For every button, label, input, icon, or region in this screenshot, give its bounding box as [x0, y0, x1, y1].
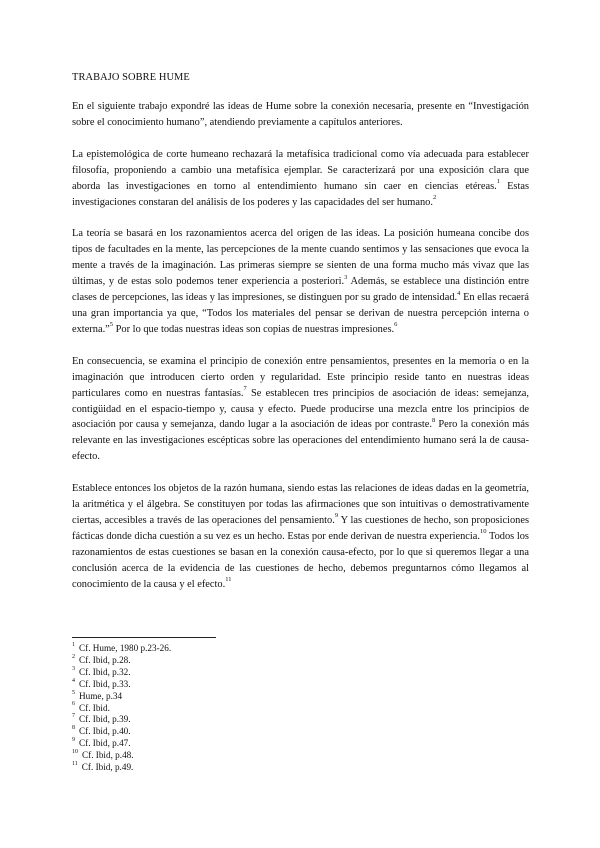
- footnotes-list: [72, 643, 372, 774]
- footnote-item: [72, 714, 372, 726]
- body-paragraph: [72, 354, 529, 465]
- footnote-text: Cf. Ibid, p.40.: [79, 726, 131, 737]
- footnote-text: Cf. Hume, 1980 p.23-26.: [79, 643, 172, 653]
- paragraph-text: En consecuencia, se examina el principio de conexión entre pensamientos, presentes en la memoria o en la imaginación que introducen cierto orden y regularidad. Este principio reside tanto en nuestras ideas particulares como en nuestras fantasías.: [72, 355, 529, 399]
- footnote-number: 8: [72, 725, 75, 732]
- footnote-reference: 8: [431, 416, 436, 424]
- footnote-text: Cf. Ibid, p.48.: [82, 750, 134, 761]
- footnote-text: Cf. Ibid, p.49.: [81, 762, 134, 773]
- footnote-item: [72, 667, 372, 679]
- footnote-reference: 6: [394, 321, 398, 329]
- footnote-reference: 10: [480, 528, 487, 536]
- paragraph-text: La epistemológica de corte humeano rechazará la metafísica tradicional como vía adecuada para establecer filosofía, proponiendo a cambio una metafísica ejemplar. Se caracterizará por una exposición clara que aborda las investigaciones en torno al entendimiento humano sin caer en ciencias etéreas.: [72, 148, 529, 192]
- footnote-reference: 5: [109, 321, 114, 329]
- paragraph-text: En el siguiente trabajo expondré las ideas de Hume sobre la conexión necesaria, presente en “Investigación sobre el conocimiento humano”, atendiendo previamente a capítulos anteriores.: [72, 101, 529, 128]
- footnote-text: Cf. Ibid, p.32.: [79, 666, 131, 677]
- footnote-text: Cf. Ibid, p.28.: [79, 654, 131, 665]
- footnote-number: 9: [72, 737, 75, 744]
- footnote-text: Hume, p.34: [79, 690, 123, 701]
- footnote-item: [72, 655, 372, 667]
- footnote-item: [72, 691, 372, 703]
- paragraph-text: Se establecen tres principios de asociación de ideas: semejanza, contigüidad en el espacio-tiempo y, causa y efecto. Puede producirse una mezcla entre los principios de asociación por causa y semejanza, dando lugar a la asociación de ideas por contraste.: [72, 387, 529, 431]
- body-paragraph: [72, 99, 529, 131]
- footnote-number: 11: [72, 761, 78, 767]
- footnote-item: [72, 726, 372, 738]
- footnote-number: 7: [72, 713, 75, 720]
- footnote-reference: 11: [225, 576, 232, 584]
- paragraph-text: La teoría se basará en los razonamientos acerca del origen de las ideas. La posición humeana concibe dos tipos de facultades en la mente, las percepciones de la mente cuando sentimos y las sensaciones que evoca la mente a través de la imaginación. Las primeras siempre se sienten de una forma mucho más vivaz que las últimas, y de estas solo podemos tener experiencia a posteriori.: [72, 228, 529, 288]
- footnote-item: [72, 750, 372, 762]
- footnote-item: [72, 738, 372, 750]
- body-paragraph: [72, 226, 529, 337]
- footnote-text: Cf. Ibid, p.33.: [79, 678, 131, 689]
- paragraph-text: Y las cuestiones de hecho, son proposiciones fácticas donde dicha cuestión a su vez es un hecho. Estas por ende derivan de nuestra experiencia.: [72, 514, 530, 542]
- body-paragraph: [72, 147, 529, 211]
- footnote-reference: 2: [432, 194, 437, 202]
- footnote-item: [72, 762, 372, 774]
- footnote-number: 6: [72, 701, 75, 708]
- footnote-number: 3: [72, 665, 75, 672]
- footnote-reference: 7: [243, 385, 247, 393]
- footnote-text: Cf. Ibid, p.39.: [79, 714, 131, 725]
- footnote-reference: 1: [496, 178, 501, 186]
- footnote-text: Cf. Ibid.: [79, 702, 110, 713]
- footnote-separator: [72, 637, 216, 638]
- footnote-reference: 3: [344, 273, 348, 281]
- paragraph-text: Pero la conexión más relevante en las investigaciones escépticas sobre las operaciones del entendimiento humano será la de causa-efecto.: [72, 419, 529, 463]
- footnote-number: 10: [72, 749, 78, 756]
- footnote-reference: 9: [334, 512, 339, 520]
- paragraph-text: Por lo que todas nuestras ideas son copias de nuestras impresiones.: [113, 323, 395, 335]
- footnote-number: 1: [72, 641, 75, 648]
- footnote-number: 5: [72, 689, 75, 696]
- paragraph-text: En ellas recaerá una gran importancia ya que, “Todos los materiales del pensar se derivan de nuestra percepción interna o externa.”: [72, 292, 529, 335]
- footnote-number: 4: [72, 677, 75, 684]
- footnote-reference: 4: [457, 289, 461, 297]
- footnote-text: Cf. Ibid, p.47.: [79, 738, 131, 749]
- footnote-number: 2: [72, 653, 75, 660]
- paragraph-text: Además, se establece una distinción entre clases de percepciones, las ideas y las impresiones, se distinguen por su grado de intensidad.: [72, 276, 529, 304]
- document-body: [72, 99, 529, 608]
- body-paragraph: [72, 481, 529, 592]
- paragraph-text: Estas investigaciones constaran del análisis de los poderes y las capacidades del ser humano.: [72, 180, 529, 208]
- footnote-item: [72, 679, 372, 691]
- footnote-item: [72, 703, 372, 715]
- footnote-item: [72, 643, 372, 655]
- paragraph-text: Todos los razonamientos de estas cuestiones se basan en la conexión causa-efecto, por lo que si queremos llegar a una conclusión acerca de la evidencia de las cuestiones de hecho, debemos preguntarnos cómo llegamos al conocimiento de la causa y el efecto.: [72, 530, 529, 590]
- document-title: TRABAJO SOBRE HUME: [72, 72, 190, 83]
- paragraph-text: Establece entonces los objetos de la razón humana, siendo estas las relaciones de ideas dadas en la geometría, la aritmética y el álgebra. Se constituyen por todas las afirmaciones que son intuitivas o demostrativamente ciertas, accesibles a través de las operaciones del pensamiento.: [72, 483, 529, 526]
